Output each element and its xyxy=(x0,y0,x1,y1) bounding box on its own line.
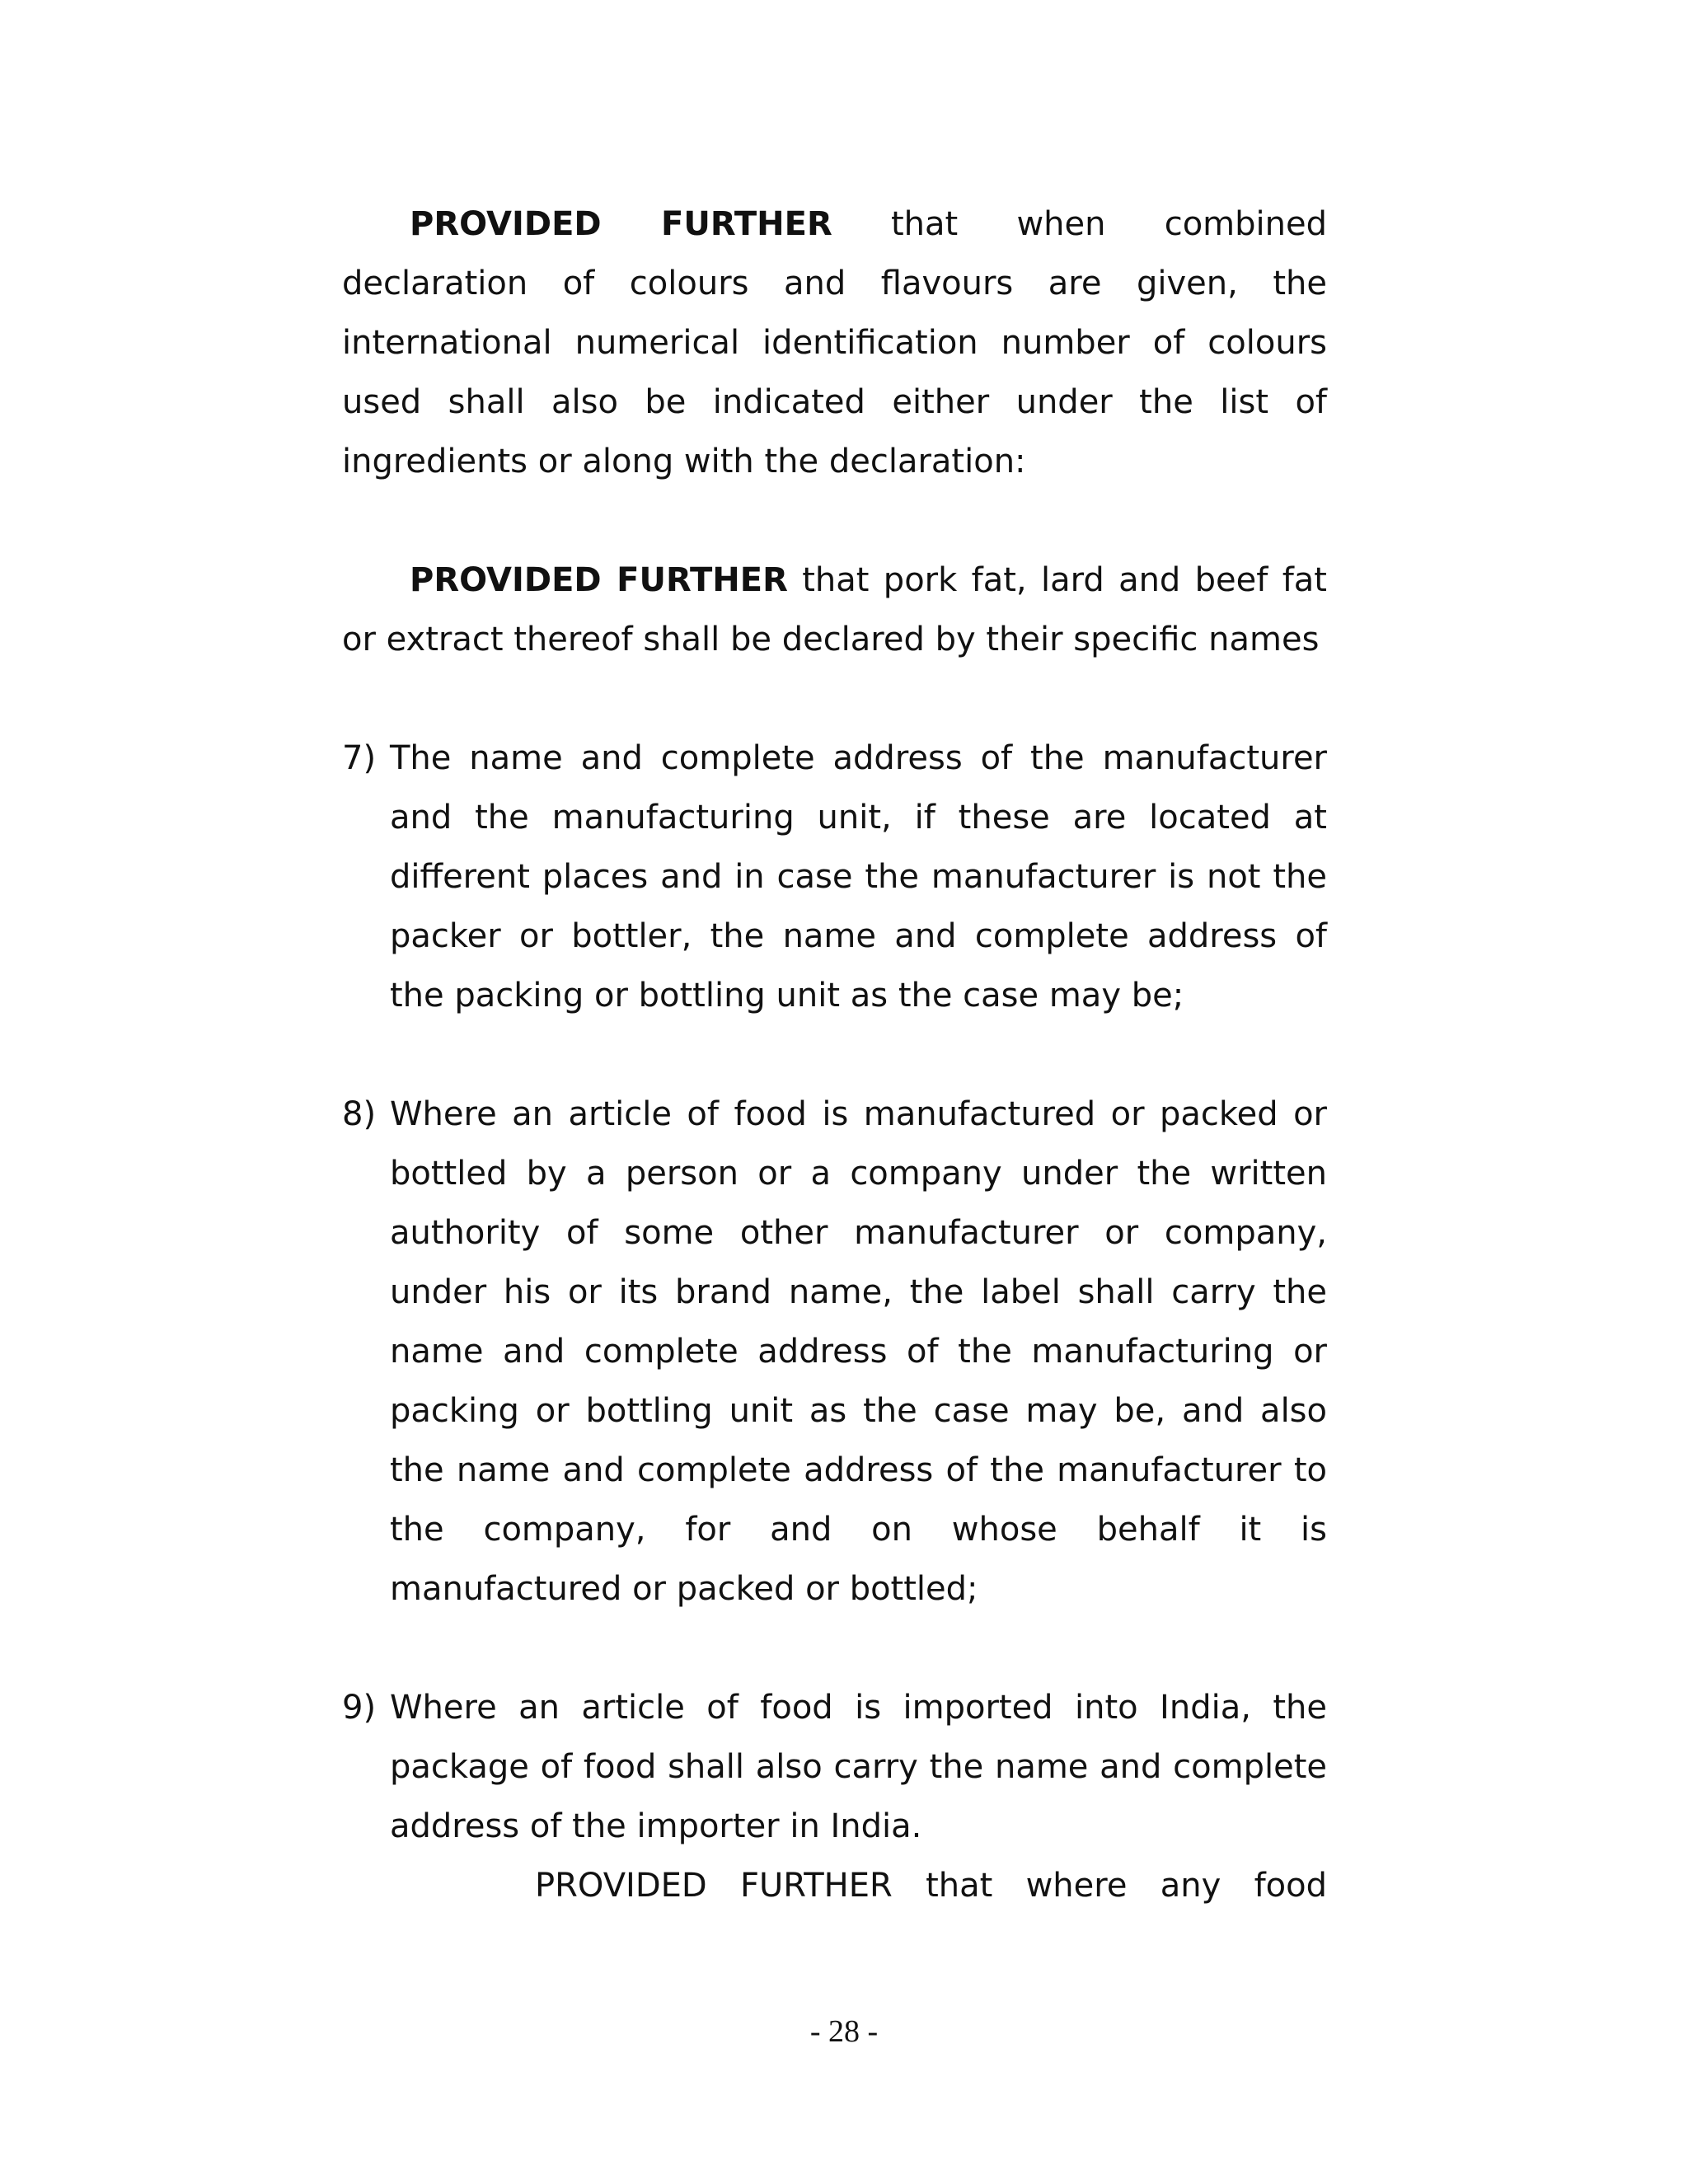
proviso-heading: PROVIDED FURTHER xyxy=(410,561,788,599)
proviso-paragraph-fats xyxy=(342,551,1327,669)
list-item-text: The name and complete address of the manufacturer and the manufacturing unit, if these are located at different places and in case the manufacturer is not the packer or bottler, the name and complete address of the packing or bottling unit as the case may be; xyxy=(390,739,1327,1015)
proviso-text: that pork fat, lard and beef fat or extract thereof shall be declared by their specific names xyxy=(342,561,1327,658)
list-item-text: Where an article of food is manufactured or packed or bottled by a person or a company under the written authority of some other manufacturer or company, under his or its brand name, the label shall carry the name and complete address of the manufacturing or packing or bottling unit as the case may be, and also the name and complete address of the manufacturer to the company, for and on whose behalf it is manufactured or packed or bottled; xyxy=(390,1095,1327,1608)
list-item-text: Where an article of food is imported into India, the package of food shall also carry the name and complete address of the importer in India. xyxy=(390,1689,1327,1845)
proviso-text: that when combined declaration of colours and flavours are given, the international numerical identification number of colours used shall also be indicated either under the list of ingredients or along with the declaration: xyxy=(342,205,1327,480)
list-item-number: 7) xyxy=(342,739,377,777)
proviso-continuation: PROVIDED FURTHER that where any food xyxy=(535,1867,1327,1905)
list-item-9 xyxy=(342,1678,1327,1856)
list-item-7 xyxy=(342,729,1327,1025)
page-number: - 28 - xyxy=(809,2014,879,2049)
document-page xyxy=(342,194,1327,1915)
proviso-heading: PROVIDED FURTHER xyxy=(410,205,832,243)
list-item-8 xyxy=(342,1085,1327,1619)
proviso-paragraph-colours xyxy=(342,194,1327,491)
list-item-number: 9) xyxy=(342,1689,377,1727)
list-item-number: 8) xyxy=(342,1095,377,1133)
